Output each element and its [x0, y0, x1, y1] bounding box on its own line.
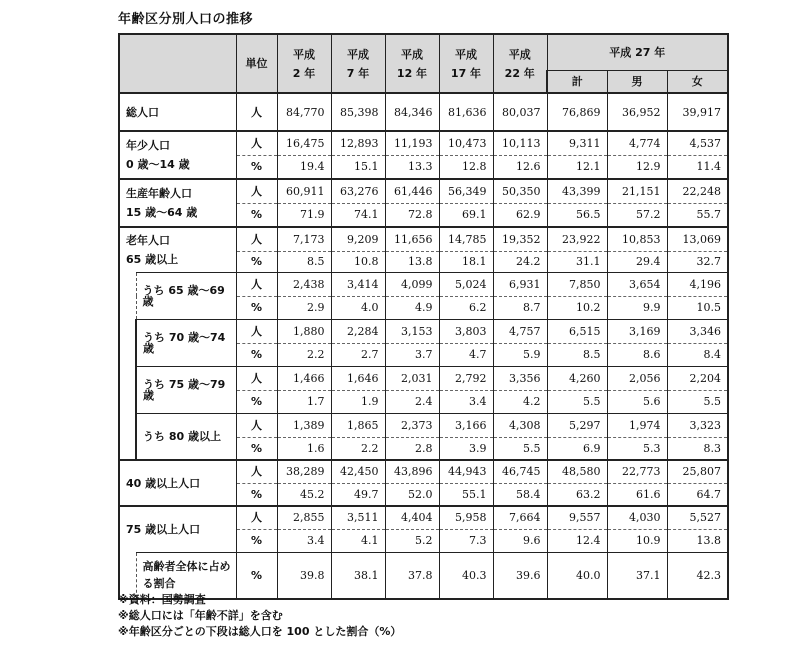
unit-cell: 人 — [236, 227, 277, 251]
value-cell: 39.6 — [493, 552, 547, 599]
value-cell: 52.0 — [385, 483, 439, 506]
value-cell: 5.5 — [547, 390, 607, 413]
value-cell: 12.8 — [439, 155, 493, 179]
unit-cell: 人 — [236, 460, 277, 483]
unit-cell: 人 — [236, 131, 277, 155]
label-working — [119, 179, 236, 227]
value-cell: 5.5 — [667, 390, 728, 413]
value-cell: 12.6 — [493, 155, 547, 179]
value-cell: 2,284 — [331, 319, 385, 343]
value-cell: 8.7 — [493, 296, 547, 319]
header-h27-sub: 女 — [667, 70, 728, 93]
table-row — [119, 227, 728, 251]
table-row — [119, 93, 728, 131]
value-cell: 5,024 — [439, 272, 493, 296]
header-era: 平成 — [508, 47, 531, 61]
value-cell: 74.1 — [331, 203, 385, 227]
value-cell: 16,475 — [277, 131, 331, 155]
value-cell: 15.1 — [331, 155, 385, 179]
value-cell: 10.2 — [547, 296, 607, 319]
value-cell: 18.1 — [439, 251, 493, 272]
value-cell: 6.2 — [439, 296, 493, 319]
value-cell: 2,031 — [385, 366, 439, 390]
value-cell: 24.2 — [493, 251, 547, 272]
value-cell: 4,757 — [493, 319, 547, 343]
value-cell: 3,803 — [439, 319, 493, 343]
label-working-range: 15 歳～64 歳 — [126, 206, 198, 219]
table-row — [119, 413, 728, 437]
value-cell: 2,792 — [439, 366, 493, 390]
table-row — [119, 131, 728, 155]
header-year-num: 12 年 — [396, 66, 428, 80]
value-cell: 5.3 — [607, 437, 667, 460]
note-percent: ※年齢区分ごとの下段は総人口を 100 とした割合（%） — [118, 625, 402, 638]
header-year-num: 22 年 — [504, 66, 535, 80]
value-cell: 5,527 — [667, 506, 728, 529]
value-cell: 61,446 — [385, 179, 439, 203]
value-cell: 8.6 — [607, 343, 667, 366]
value-cell: 48,580 — [547, 460, 607, 483]
label-elderly-main: 老年人口 — [126, 233, 170, 247]
unit-cell: 人 — [236, 179, 277, 203]
value-cell: 19.4 — [277, 155, 331, 179]
value-cell: 4,404 — [385, 506, 439, 529]
value-cell: 43,399 — [547, 179, 607, 203]
value-cell: 5.6 — [607, 390, 667, 413]
unit-cell: % — [236, 155, 277, 179]
value-cell: 4.2 — [493, 390, 547, 413]
value-cell: 81,636 — [439, 93, 493, 131]
value-cell: 3,166 — [439, 413, 493, 437]
label-young-main: 年少人口 — [126, 139, 170, 152]
value-cell: 8.3 — [667, 437, 728, 460]
value-cell: 2,855 — [277, 506, 331, 529]
table-row — [119, 366, 728, 390]
value-cell: 8.5 — [547, 343, 607, 366]
value-cell: 3.4 — [439, 390, 493, 413]
unit-cell: % — [236, 552, 277, 599]
value-cell: 13.8 — [667, 529, 728, 552]
header-era: 平成 — [293, 47, 315, 61]
value-cell: 5.5 — [493, 437, 547, 460]
unit-cell: % — [236, 483, 277, 506]
value-cell: 84,346 — [385, 93, 439, 131]
label-working-main: 生産年齢人口 — [126, 187, 192, 200]
value-cell: 22,773 — [607, 460, 667, 483]
value-cell: 4,774 — [607, 131, 667, 155]
value-cell: 7,664 — [493, 506, 547, 529]
value-cell: 61.6 — [607, 483, 667, 506]
value-cell: 3,414 — [331, 272, 385, 296]
value-cell: 4,030 — [607, 506, 667, 529]
value-cell: 7,173 — [277, 227, 331, 251]
header-year — [439, 34, 493, 93]
value-cell: 38.1 — [331, 552, 385, 599]
value-cell: 62.9 — [493, 203, 547, 227]
value-cell: 2,056 — [607, 366, 667, 390]
table-row — [119, 506, 728, 529]
header-year — [385, 34, 439, 93]
value-cell: 4,260 — [547, 366, 607, 390]
unit-cell: % — [236, 437, 277, 460]
header-h27-sub: 計 — [547, 70, 607, 93]
label-young — [119, 131, 236, 179]
value-cell: 44,943 — [439, 460, 493, 483]
value-cell: 60,911 — [277, 179, 331, 203]
value-cell: 84,770 — [277, 93, 331, 131]
value-cell: 56.5 — [547, 203, 607, 227]
header-year — [493, 34, 547, 93]
value-cell: 31.1 — [547, 251, 607, 272]
value-cell: 9.6 — [493, 529, 547, 552]
value-cell: 56,349 — [439, 179, 493, 203]
value-cell: 58.4 — [493, 483, 547, 506]
value-cell: 50,350 — [493, 179, 547, 203]
value-cell: 80,037 — [493, 93, 547, 131]
unit-cell: 人 — [236, 366, 277, 390]
value-cell: 2,438 — [277, 272, 331, 296]
value-cell: 1,974 — [607, 413, 667, 437]
value-cell: 3.4 — [277, 529, 331, 552]
value-cell: 10.9 — [607, 529, 667, 552]
table-row — [119, 179, 728, 203]
label-e75: うち 75 歳～79 歳 — [136, 366, 236, 413]
value-cell: 22,248 — [667, 179, 728, 203]
value-cell: 2.8 — [385, 437, 439, 460]
value-cell: 13,069 — [667, 227, 728, 251]
value-cell: 3,346 — [667, 319, 728, 343]
value-cell: 32.7 — [667, 251, 728, 272]
value-cell: 12.1 — [547, 155, 607, 179]
header-unit: 単位 — [236, 34, 277, 93]
value-cell: 4,308 — [493, 413, 547, 437]
value-cell: 2,204 — [667, 366, 728, 390]
value-cell: 5,297 — [547, 413, 607, 437]
value-cell: 39.8 — [277, 552, 331, 599]
unit-cell: % — [236, 251, 277, 272]
header-h27: 平成 27 年 — [547, 34, 728, 70]
value-cell: 1,880 — [277, 319, 331, 343]
header-era: 平成 — [347, 47, 369, 61]
value-cell: 10.8 — [331, 251, 385, 272]
value-cell: 72.8 — [385, 203, 439, 227]
header-year — [277, 34, 331, 93]
value-cell: 37.1 — [607, 552, 667, 599]
label-e70: うち 70 歳～74 歳 — [136, 319, 236, 366]
value-cell: 1,389 — [277, 413, 331, 437]
unit-cell: % — [236, 203, 277, 227]
header-h27-sub: 男 — [607, 70, 667, 93]
value-cell: 29.4 — [607, 251, 667, 272]
value-cell: 2.7 — [331, 343, 385, 366]
unit-cell: % — [236, 343, 277, 366]
value-cell: 4,099 — [385, 272, 439, 296]
value-cell: 2.2 — [331, 437, 385, 460]
table-row — [119, 319, 728, 343]
value-cell: 2.9 — [277, 296, 331, 319]
note-total: ※総人口には「年齢不詳」を含む — [118, 609, 283, 622]
value-cell: 3,323 — [667, 413, 728, 437]
value-cell: 4,196 — [667, 272, 728, 296]
header-era: 平成 — [401, 47, 423, 61]
value-cell: 12,893 — [331, 131, 385, 155]
value-cell: 40.3 — [439, 552, 493, 599]
value-cell: 69.1 — [439, 203, 493, 227]
value-cell: 42,450 — [331, 460, 385, 483]
value-cell: 2.2 — [277, 343, 331, 366]
table-row — [119, 272, 728, 296]
value-cell: 6,515 — [547, 319, 607, 343]
value-cell: 11,193 — [385, 131, 439, 155]
value-cell: 3,169 — [607, 319, 667, 343]
value-cell: 4.0 — [331, 296, 385, 319]
value-cell: 2.4 — [385, 390, 439, 413]
unit-cell: 人 — [236, 413, 277, 437]
label-e80: うち 80 歳以上 — [136, 413, 236, 460]
value-cell: 57.2 — [607, 203, 667, 227]
value-cell: 11.4 — [667, 155, 728, 179]
table-row — [119, 460, 728, 483]
value-cell: 49.7 — [331, 483, 385, 506]
value-cell: 39,917 — [667, 93, 728, 131]
value-cell: 23,922 — [547, 227, 607, 251]
unit-cell: 人 — [236, 506, 277, 529]
value-cell: 9.9 — [607, 296, 667, 319]
value-cell: 2,373 — [385, 413, 439, 437]
value-cell: 3.9 — [439, 437, 493, 460]
value-cell: 4.7 — [439, 343, 493, 366]
value-cell: 38,289 — [277, 460, 331, 483]
value-cell: 13.3 — [385, 155, 439, 179]
value-cell: 3,511 — [331, 506, 385, 529]
value-cell: 1,865 — [331, 413, 385, 437]
unit-cell: % — [236, 529, 277, 552]
value-cell: 63.2 — [547, 483, 607, 506]
value-cell: 1.9 — [331, 390, 385, 413]
table-title: 年齢区分別人口の推移 — [118, 12, 254, 27]
value-cell: 5.9 — [493, 343, 547, 366]
value-cell: 12.4 — [547, 529, 607, 552]
value-cell: 10,853 — [607, 227, 667, 251]
label-e65: うち 65 歳～69 歳 — [136, 272, 236, 319]
unit-cell: % — [236, 296, 277, 319]
label-total: 総人口 — [119, 93, 236, 131]
value-cell: 37.8 — [385, 552, 439, 599]
label-over40: 40 歳以上人口 — [119, 460, 236, 506]
value-cell: 1.6 — [277, 437, 331, 460]
label-share: 高齢者全体に占める割合 — [136, 552, 236, 599]
value-cell: 9,557 — [547, 506, 607, 529]
header-year-num: 2 年 — [292, 66, 316, 80]
unit-cell: % — [236, 390, 277, 413]
value-cell: 11,656 — [385, 227, 439, 251]
value-cell: 4,537 — [667, 131, 728, 155]
value-cell: 12.9 — [607, 155, 667, 179]
value-cell: 13.8 — [385, 251, 439, 272]
value-cell: 8.4 — [667, 343, 728, 366]
value-cell: 46,745 — [493, 460, 547, 483]
table-row — [119, 34, 728, 70]
value-cell: 21,151 — [607, 179, 667, 203]
footnotes — [118, 592, 401, 640]
value-cell: 8.5 — [277, 251, 331, 272]
value-cell: 64.7 — [667, 483, 728, 506]
header-era: 平成 — [455, 47, 477, 61]
value-cell: 4.9 — [385, 296, 439, 319]
value-cell: 3.7 — [385, 343, 439, 366]
value-cell: 14,785 — [439, 227, 493, 251]
value-cell: 7.3 — [439, 529, 493, 552]
value-cell: 43,896 — [385, 460, 439, 483]
header-year-num: 7 年 — [346, 66, 370, 80]
indent-spacer — [119, 272, 136, 460]
value-cell: 1.7 — [277, 390, 331, 413]
value-cell: 76,869 — [547, 93, 607, 131]
unit-cell: 人 — [236, 272, 277, 296]
value-cell: 6,931 — [493, 272, 547, 296]
unit-cell: 人 — [236, 93, 277, 131]
value-cell: 3,654 — [607, 272, 667, 296]
value-cell: 3,153 — [385, 319, 439, 343]
value-cell: 9,311 — [547, 131, 607, 155]
value-cell: 6.9 — [547, 437, 607, 460]
label-elderly — [119, 227, 236, 272]
value-cell: 4.1 — [331, 529, 385, 552]
value-cell: 40.0 — [547, 552, 607, 599]
header-year-num: 17 年 — [450, 66, 482, 80]
population-table — [118, 33, 729, 600]
label-over75: 75 歳以上人口 — [119, 506, 236, 552]
value-cell: 10,113 — [493, 131, 547, 155]
value-cell: 55.7 — [667, 203, 728, 227]
value-cell: 10,473 — [439, 131, 493, 155]
value-cell: 71.9 — [277, 203, 331, 227]
value-cell: 1,466 — [277, 366, 331, 390]
value-cell: 36,952 — [607, 93, 667, 131]
value-cell: 55.1 — [439, 483, 493, 506]
header-blank — [119, 34, 236, 93]
value-cell: 5,958 — [439, 506, 493, 529]
value-cell: 45.2 — [277, 483, 331, 506]
value-cell: 9,209 — [331, 227, 385, 251]
value-cell: 1,646 — [331, 366, 385, 390]
value-cell: 42.3 — [667, 552, 728, 599]
value-cell: 3,356 — [493, 366, 547, 390]
label-young-range: 0 歳～14 歳 — [126, 158, 190, 171]
value-cell: 19,352 — [493, 227, 547, 251]
value-cell: 63,276 — [331, 179, 385, 203]
value-cell: 10.5 — [667, 296, 728, 319]
value-cell: 25,807 — [667, 460, 728, 483]
value-cell: 85,398 — [331, 93, 385, 131]
value-cell: 7,850 — [547, 272, 607, 296]
value-cell: 5.2 — [385, 529, 439, 552]
header-year — [331, 34, 385, 93]
label-elderly-range: 65 歳以上 — [126, 252, 179, 266]
unit-cell: 人 — [236, 319, 277, 343]
note-source: ※資料：国勢調査 — [118, 593, 206, 606]
